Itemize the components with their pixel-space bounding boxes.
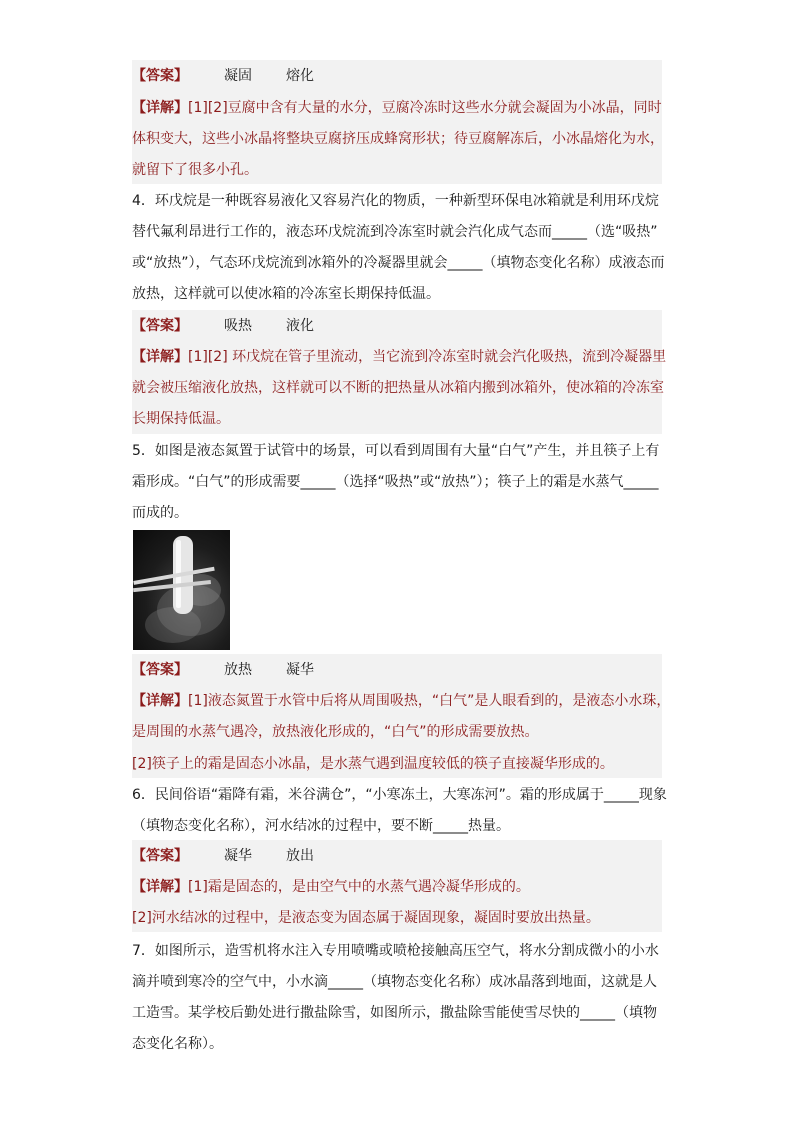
detail-label: 【详解】 (132, 693, 188, 709)
q5-answer-line (132, 660, 662, 680)
answer-label: 【答案】 (132, 662, 188, 678)
q7-question-line: 态变化名称）。 (132, 1036, 223, 1052)
answer-value: 凝固 (224, 68, 252, 84)
answer-value: 吸热 (224, 318, 252, 334)
detail-label: 【详解】 (132, 879, 188, 895)
answer-label: 【答案】 (132, 68, 188, 84)
answer-value: 放热 (224, 662, 252, 678)
detail-label: 【详解】 (132, 349, 188, 365)
test-tube-illustration (133, 530, 230, 650)
q5-question-line: 5．如图是液态氮置于试管中的场景，可以看到周围有大量“白气”产生，并且筷子上有 (132, 443, 660, 459)
detail-text: [1][2] 环戊烷在管子里流动，当它流到冷冻室时就会汽化吸热，流到冷凝器里 (188, 349, 667, 365)
q4-detail-line (132, 347, 667, 367)
q4-question-line: 4．环戊烷是一种既容易液化又容易汽化的物质，一种新型环保电冰箱就是利用环戊烷 (132, 193, 659, 209)
answer-value: 凝华 (286, 662, 314, 678)
q5-question-line: 霜形成。“白气”的形成需要_____（选择“吸热”或“放热”）；筷子上的霜是水蒸气_____ (132, 474, 659, 490)
q5-detail-line (132, 691, 671, 711)
q5-question-line: 而成的。 (132, 505, 188, 521)
detail-label: 【详解】 (132, 100, 188, 116)
q5-detail-line: [2]筷子上的霜是固态小冰晶，是水蒸气遇到温度较低的筷子直接凝华形成的。 (132, 756, 614, 772)
liquid-nitrogen-test-tube-photo (133, 530, 230, 650)
q4-detail-line: 就会被压缩液化放热，这样就可以不断的把热量从冰箱内搬到冰箱外，使冰箱的冷冻室 (132, 380, 664, 396)
q3-answer-line (132, 66, 662, 86)
answer-label: 【答案】 (132, 318, 188, 334)
q3-detail-line: 体积变大，这些小冰晶将整块豆腐挤压成蜂窝形状；待豆腐解冻后，小冰晶熔化为水， (132, 131, 664, 147)
answer-value: 凝华 (224, 848, 252, 864)
answer-label: 【答案】 (132, 848, 188, 864)
answer-value: 熔化 (286, 68, 314, 84)
q4-question-line: 替代氟利昂进行工作的，液态环戊烷流到冷冻室时就会汽化成气态而_____（选“吸热” (132, 224, 658, 240)
q4-question-line: 放热，这样就可以使冰箱的冷冻室长期保持低温。 (132, 286, 440, 302)
answer-value: 放出 (286, 848, 314, 864)
q7-question-line: 工造雪。某学校后勤处进行撒盐除雪，如图所示，撒盐除雪能使雪尽快的_____（填物 (132, 1005, 657, 1021)
q6-detail-line (132, 877, 662, 897)
q7-question-line: 滴并喷到寒冷的空气中，小水滴_____（填物态变化名称）成冰晶落到地面，这就是人 (132, 974, 657, 990)
q3-detail-line (132, 98, 662, 118)
q4-answer-line (132, 316, 662, 336)
detail-text: [1]液态氮置于水管中后将从周围吸热，“白气”是人眼看到的，是液态小水珠， (188, 693, 671, 709)
q6-question-line: 6．民间俗语“霜降有霜，米谷满仓”，“小寒冻土，大寒冻河”。霜的形成属于_____现象 (132, 787, 667, 803)
q4-question-line: 或“放热”），气态环戊烷流到冰箱外的冷凝器里就会_____（填物态变化名称）成液态而 (132, 255, 665, 271)
q5-detail-line: 是周围的水蒸气遇冷，放热液化形成的，“白气”的形成需要放热。 (132, 724, 539, 740)
answer-value: 液化 (286, 318, 314, 334)
q7-question-line: 7．如图所示，造雪机将水注入专用喷嘴或喷枪接触高压空气，将水分割成微小的小水 (132, 943, 659, 959)
q4-detail-line: 长期保持低温。 (132, 411, 230, 427)
q6-detail-line: [2]河水结冰的过程中，是液态变为固态属于凝固现象，凝固时要放出热量。 (132, 910, 600, 926)
detail-text: [1][2]豆腐中含有大量的水分，豆腐冷冻时这些水分就会凝固为小冰晶，同时 (188, 100, 662, 116)
q6-answer-line (132, 846, 662, 866)
q3-detail-line: 就留下了很多小孔。 (132, 162, 258, 178)
q6-question-line: （填物态变化名称），河水结冰的过程中，要不断_____热量。 (132, 818, 510, 834)
detail-text: [1]霜是固态的，是由空气中的水蒸气遇冷凝华形成的。 (188, 879, 530, 895)
